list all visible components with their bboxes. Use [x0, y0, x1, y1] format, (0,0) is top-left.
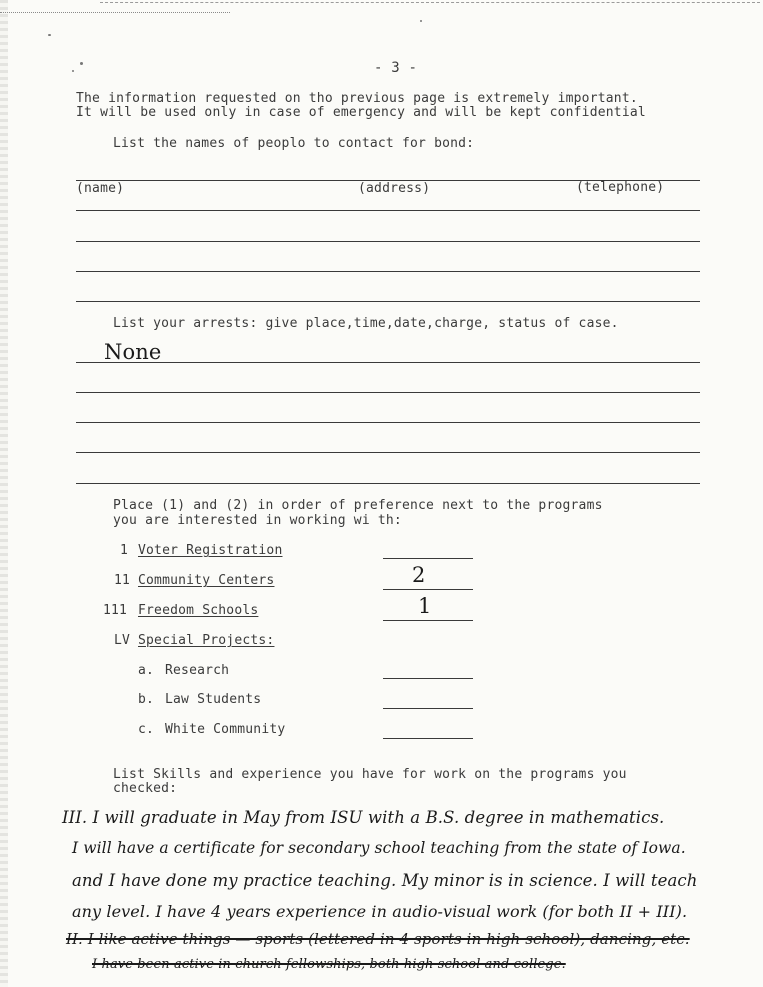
program-numeral: 111 — [103, 603, 128, 618]
scan-speck — [420, 20, 422, 22]
skills-prompt-2: checked: — [113, 781, 178, 796]
program-label-community-centers: Community Centers — [138, 573, 275, 588]
skills-handwritten-line-5-struck: II. I like active things — sports (lettered in 4 sports in high school), dancing, etc. — [66, 930, 690, 948]
program-choice: 1 — [418, 594, 432, 618]
top-scan-noise — [0, 12, 230, 13]
contacts-col-address: (address) — [358, 181, 431, 196]
skills-handwritten-line-1: III. I will graduate in May from ISU with a B.S. degree in mathematics. — [62, 808, 665, 827]
contacts-prompt: List the names of peoplo to contact for bond: — [113, 136, 475, 151]
contact-line — [76, 271, 700, 272]
arrest-line — [76, 422, 700, 423]
program-choice-line[interactable] — [383, 738, 473, 739]
top-edge-mark — [100, 2, 760, 3]
arrests-prompt: List your arrests: give place,time,date,charge, status of case. — [113, 316, 619, 331]
intro-line-1: The information requested on tho previous page is extremely important. — [76, 91, 638, 106]
program-choice: 2 — [412, 563, 426, 587]
arrest-line — [76, 392, 700, 393]
contacts-col-name: (name) — [76, 181, 125, 196]
subitem-label-law-students: Law Students — [165, 692, 262, 707]
skills-handwritten-line-2: I will have a certificate for secondary school teaching from the state of Iowa. — [72, 839, 686, 857]
program-label-special-projects: Special Projects: — [138, 633, 275, 648]
scan-speck — [80, 62, 83, 65]
page-number: - 3 - — [374, 60, 418, 76]
skills-handwritten-line-3: and I have done my practice teaching. My minor is in science. I will teach — [72, 871, 698, 890]
intro-line-2: It will be used only in case of emergency and will be kept confidential — [76, 105, 646, 120]
program-label-voter-registration: Voter Registration — [138, 543, 283, 558]
program-choice-line[interactable] — [383, 589, 473, 590]
subitem-letter: c. — [138, 722, 155, 737]
program-choice-line[interactable] — [383, 678, 473, 679]
skills-handwritten-line-4: any level. I have 4 years experience in audio-visual work (for both II + III). — [72, 902, 688, 921]
programs-prompt-2: you are interested in working wi th: — [113, 513, 402, 528]
program-choice-line[interactable] — [383, 708, 473, 709]
skills-prompt-1: List Skills and experience you have for work on the programs you — [113, 767, 627, 782]
subitem-label-research: Research — [165, 663, 230, 678]
program-numeral: 11 — [114, 573, 131, 588]
program-choice-line[interactable] — [383, 558, 473, 559]
program-numeral: LV — [114, 633, 131, 648]
arrests-answer: None — [104, 340, 162, 364]
subitem-letter: a. — [138, 663, 155, 678]
program-label-freedom-schools: Freedom Schools — [138, 603, 259, 618]
skills-handwritten-line-6-struck: I have been active in church fellowships, both high school and college. — [92, 957, 566, 972]
contacts-col-telephone: (telephone) — [576, 180, 665, 195]
program-numeral: 1 — [120, 543, 129, 558]
arrest-line — [76, 483, 700, 484]
arrest-line — [76, 362, 700, 363]
subitem-letter: b. — [138, 692, 155, 707]
arrest-line — [76, 452, 700, 453]
scan-speck — [48, 34, 51, 36]
program-choice-line[interactable] — [383, 620, 473, 621]
scan-speck — [72, 70, 74, 72]
programs-prompt-1: Place (1) and (2) in order of preference next to the programs — [113, 498, 603, 513]
contact-line — [76, 241, 700, 242]
subitem-label-white-community: White Community — [165, 722, 286, 737]
contact-line — [76, 301, 700, 302]
page-edge-shadow — [0, 0, 8, 987]
contact-line — [76, 210, 700, 211]
